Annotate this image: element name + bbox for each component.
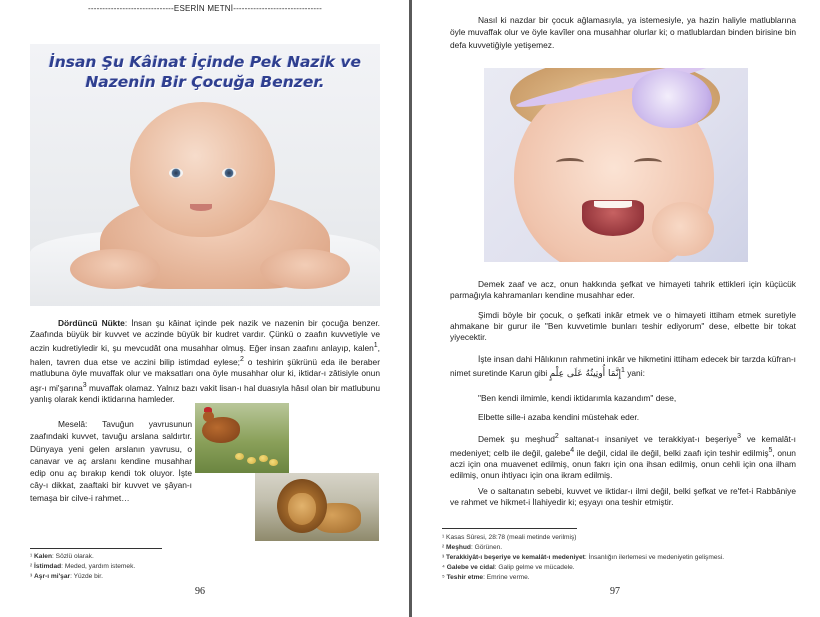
footnote-item	[30, 562, 135, 572]
footnote-item	[30, 572, 135, 582]
quote-kazandim: "Ben kendi ilmimle, kendi iktidarımla kazandım" dese,	[478, 393, 677, 403]
baby-eye-right-shape	[222, 168, 236, 178]
paragraph-nazdar-cocuk	[450, 14, 796, 51]
right-footnotes	[442, 533, 724, 583]
footnote-num: ³	[30, 573, 33, 580]
baby-arm-right-shape	[260, 249, 350, 289]
saltanat-text: Ve o saltanatın sebebi, kuvvet ve iktidar-ı ilmi değil, belki şefkat ve re'fet-i Rabbâniye ve rahmet ve hikmet-i İlahiyedir ki; eşyayı ona teshir etmiştir.	[450, 486, 796, 508]
footnote-item	[442, 573, 724, 583]
footnote-def: : Meded, yardım istemek.	[61, 563, 136, 570]
lion-photo	[255, 473, 379, 541]
nukte-text-3: o teshirin şükrünü eda ile beraber matlubuna öyle muvaffak olur ve maksatları ona öyle musahhar olur ki, iktidar-ı zâtisiyle onun aşr-ı mi'şarına	[30, 357, 380, 393]
footnote-num: ²	[442, 544, 445, 551]
footnote-item	[442, 553, 724, 563]
footnote-def: : İnsanlığın ilerlemesi ve medeniyetin gelişmesi.	[584, 554, 725, 561]
simdi-text: Şimdi böyle bir çocuk, o şefkati inkâr etmek ve o himayeti ittiham etmek suretiyle ahmakane bir gurur ile "Ben kuvvetimle bunları teshir ediyorum" dese, elbette bir tokat yiyecektir.	[450, 310, 796, 343]
footnote-item	[442, 543, 724, 553]
karun-text: İşte insan dahi Hâlıkının rahmetini inkâr ve hikmetini ittiham edecek bir tarzda küfran-ı nimet suretinde Karun gibi	[450, 354, 796, 378]
yani-text: yani:	[627, 368, 645, 378]
chick-shape	[269, 459, 278, 466]
footnote-num: ¹	[442, 534, 445, 541]
zaaf-text: Demek zaaf ve acz, onun hakkında şefkat ve himayeti tahrik ettikleri için küçücük parmağıyla kahramanları kendine musahhar eder.	[450, 279, 796, 301]
baby-photo	[30, 44, 380, 306]
mesela-text: Meselâ: Tavuğun yavrusunun zaafındaki kuvvet, tavuğu arslana saldırtır. Dünyaya yeni gelen arslanın yavrusu, o canavar ve aç arslanı kendine musahhar edip onu aç bırakıp kendi tok oluyor. İşte cây-ı dikkat, zaaftaki bir kuvvet ve şâyan-ı temaşa bir cilve-i rahmet…	[30, 419, 192, 503]
footnote-term: Teshir etme	[446, 574, 484, 581]
right-page	[412, 0, 820, 617]
hero-title-line1: İnsan Şu Kâinat İçinde Pek Nazik ve	[48, 53, 362, 71]
footnote-ref-3[interactable]: 3	[737, 433, 741, 440]
page-number-right: 97	[610, 586, 620, 597]
headband-bow-shape	[632, 70, 712, 128]
footnote-def: Kasas Sûresi, 28:78 (meali metinde verilmiş)	[446, 534, 577, 541]
meshud-text-1: Demek şu meşhud	[478, 433, 555, 444]
footnote-ref-4[interactable]: 4	[570, 447, 575, 454]
baby-teeth-shape	[594, 201, 632, 208]
footnote-num: ⁵	[442, 574, 445, 581]
footnote-def: : Görünen.	[470, 544, 503, 551]
footnote-term: Meşhud	[446, 544, 471, 551]
baby-arm-left-shape	[70, 249, 160, 289]
smiling-baby-photo	[484, 68, 748, 262]
hen-with-chicks-photo	[195, 403, 289, 473]
footnote-ref-3[interactable]: 3	[82, 381, 87, 389]
footnote-divider	[442, 528, 577, 529]
hero-title-line2: Nazenin Bir Çocuğa Benzer.	[85, 73, 325, 91]
meshud-text-3: ve kemalât-ı medeniyet; celb ile değil, galebe	[450, 433, 797, 458]
meshud-text-4: ile değil, cidal ile değil, belki zaafı için teshir edilmiş	[574, 447, 769, 458]
baby-mouth-shape	[190, 204, 212, 211]
baby-eye-right-shape	[634, 158, 662, 167]
nazdar-text: Nasıl ki nazdar bir çocuk ağlamasıyla, ya istemesiyle, ya hazin haliyle matlublarına öyle muvaffak olur ve öyle kavîler ona musahhar olurlar ki; o matlublardan binden birisine bin defa kuvvetiğiyle yetişemez.	[450, 15, 796, 50]
paragraph-saltanat	[450, 486, 796, 508]
paragraph-simdi	[450, 310, 796, 344]
footnote-term: Aşr-ı mi'şar	[34, 573, 71, 580]
footnote-ref-2[interactable]: 2	[554, 433, 559, 440]
arabic-verse: إِنَّمَا أُوتِيتُهُ عَلَى عِلْمٍ	[549, 369, 621, 379]
footnote-ref-1[interactable]: 1	[620, 367, 625, 375]
footnote-num: ²	[30, 563, 33, 570]
left-footnotes	[30, 552, 135, 582]
paragraph-karun	[450, 354, 796, 380]
baby-eye-left-shape	[169, 168, 183, 178]
chick-shape	[247, 457, 256, 464]
quote-sille: Elbette sille-i azaba kendini müstehak eder.	[478, 412, 640, 422]
footnote-def: : Emrine verme.	[483, 574, 530, 581]
footnote-def: : Sözlü olarak.	[52, 553, 94, 560]
nukte-text-1: : İnsan şu kâinat içinde pek nazik ve nazenin bir çocuğa benzer. Zaafında büyük bir kuvvet ve aczinde büyük bir kudret vardır. Çünkü o zaafın kuvvetiyle ve aczin kudretiyledir ki, şu mevcudât ona musahhar olmuş. Eğer insan zaafını anlayıp, kalen	[30, 318, 380, 354]
baby-head-shape	[130, 102, 275, 237]
page-number-left: 96	[195, 586, 205, 597]
footnote-ref-1[interactable]: 1	[373, 342, 378, 350]
nukte-text-2: , halen, tavren dua etse ve aczini bilip istimdad eylese;	[30, 343, 380, 368]
lion-face-shape	[288, 493, 316, 525]
footnote-term: Galebe ve cidal	[446, 564, 495, 571]
footnote-divider	[30, 548, 162, 549]
footnote-ref-5[interactable]: 5	[768, 447, 773, 454]
footnote-item	[442, 533, 724, 543]
footnote-ref-2[interactable]: 2	[240, 356, 244, 364]
baby-eye-left-shape	[556, 158, 584, 167]
footnote-item	[442, 563, 724, 573]
nukte-lead: Dördüncü Nükte	[58, 318, 125, 328]
baby-hand-shape	[652, 202, 714, 256]
footnote-item	[30, 552, 135, 562]
hero-title	[30, 52, 380, 92]
paragraph-mesela	[30, 418, 192, 504]
footnote-term: Terakkiyât-ı beşeriye ve kemalât-ı medeniyet	[446, 554, 585, 561]
nukte-text-4: muvaffak olamaz. Yalnız bazı vakit lisan-ı hal duasıyla hâsıl olan bir matlubunu yanlış olarak kendi iktidarına hamleder.	[30, 382, 380, 404]
footnote-num: ¹	[30, 553, 33, 560]
paragraph-zaaf-acz	[450, 279, 796, 301]
page-header: ------------------------------ESERİN METNİ-------------------------------	[87, 4, 322, 13]
left-page	[0, 0, 409, 617]
footnote-num: ⁴	[442, 564, 445, 571]
paragraph-meshud	[450, 431, 796, 481]
footnote-term: Kalen	[34, 553, 53, 560]
meshud-text-2: saltanat-ı insaniyet ve terakkiyat-ı beşeriye	[558, 433, 738, 444]
meshud-text-5: , onun aczi için ona muavenet edilmiş, onun fakrı için ona ihsan edilmiş, onun cehli için ona ilham edilmiş, onun ihtiyacı için ona ikram edilmiş.	[450, 447, 796, 481]
chick-shape	[259, 455, 268, 462]
footnote-def: : Yüzde bir.	[70, 573, 103, 580]
hen-head-shape	[203, 411, 214, 422]
footnote-def: : Galip gelme ve mücadele.	[494, 564, 575, 571]
hen-comb-shape	[204, 407, 212, 412]
footnote-term: İstimdad	[34, 563, 62, 570]
paragraph-fourth-nukte	[30, 318, 380, 405]
chick-shape	[235, 453, 244, 460]
footnote-num: ³	[442, 554, 445, 561]
